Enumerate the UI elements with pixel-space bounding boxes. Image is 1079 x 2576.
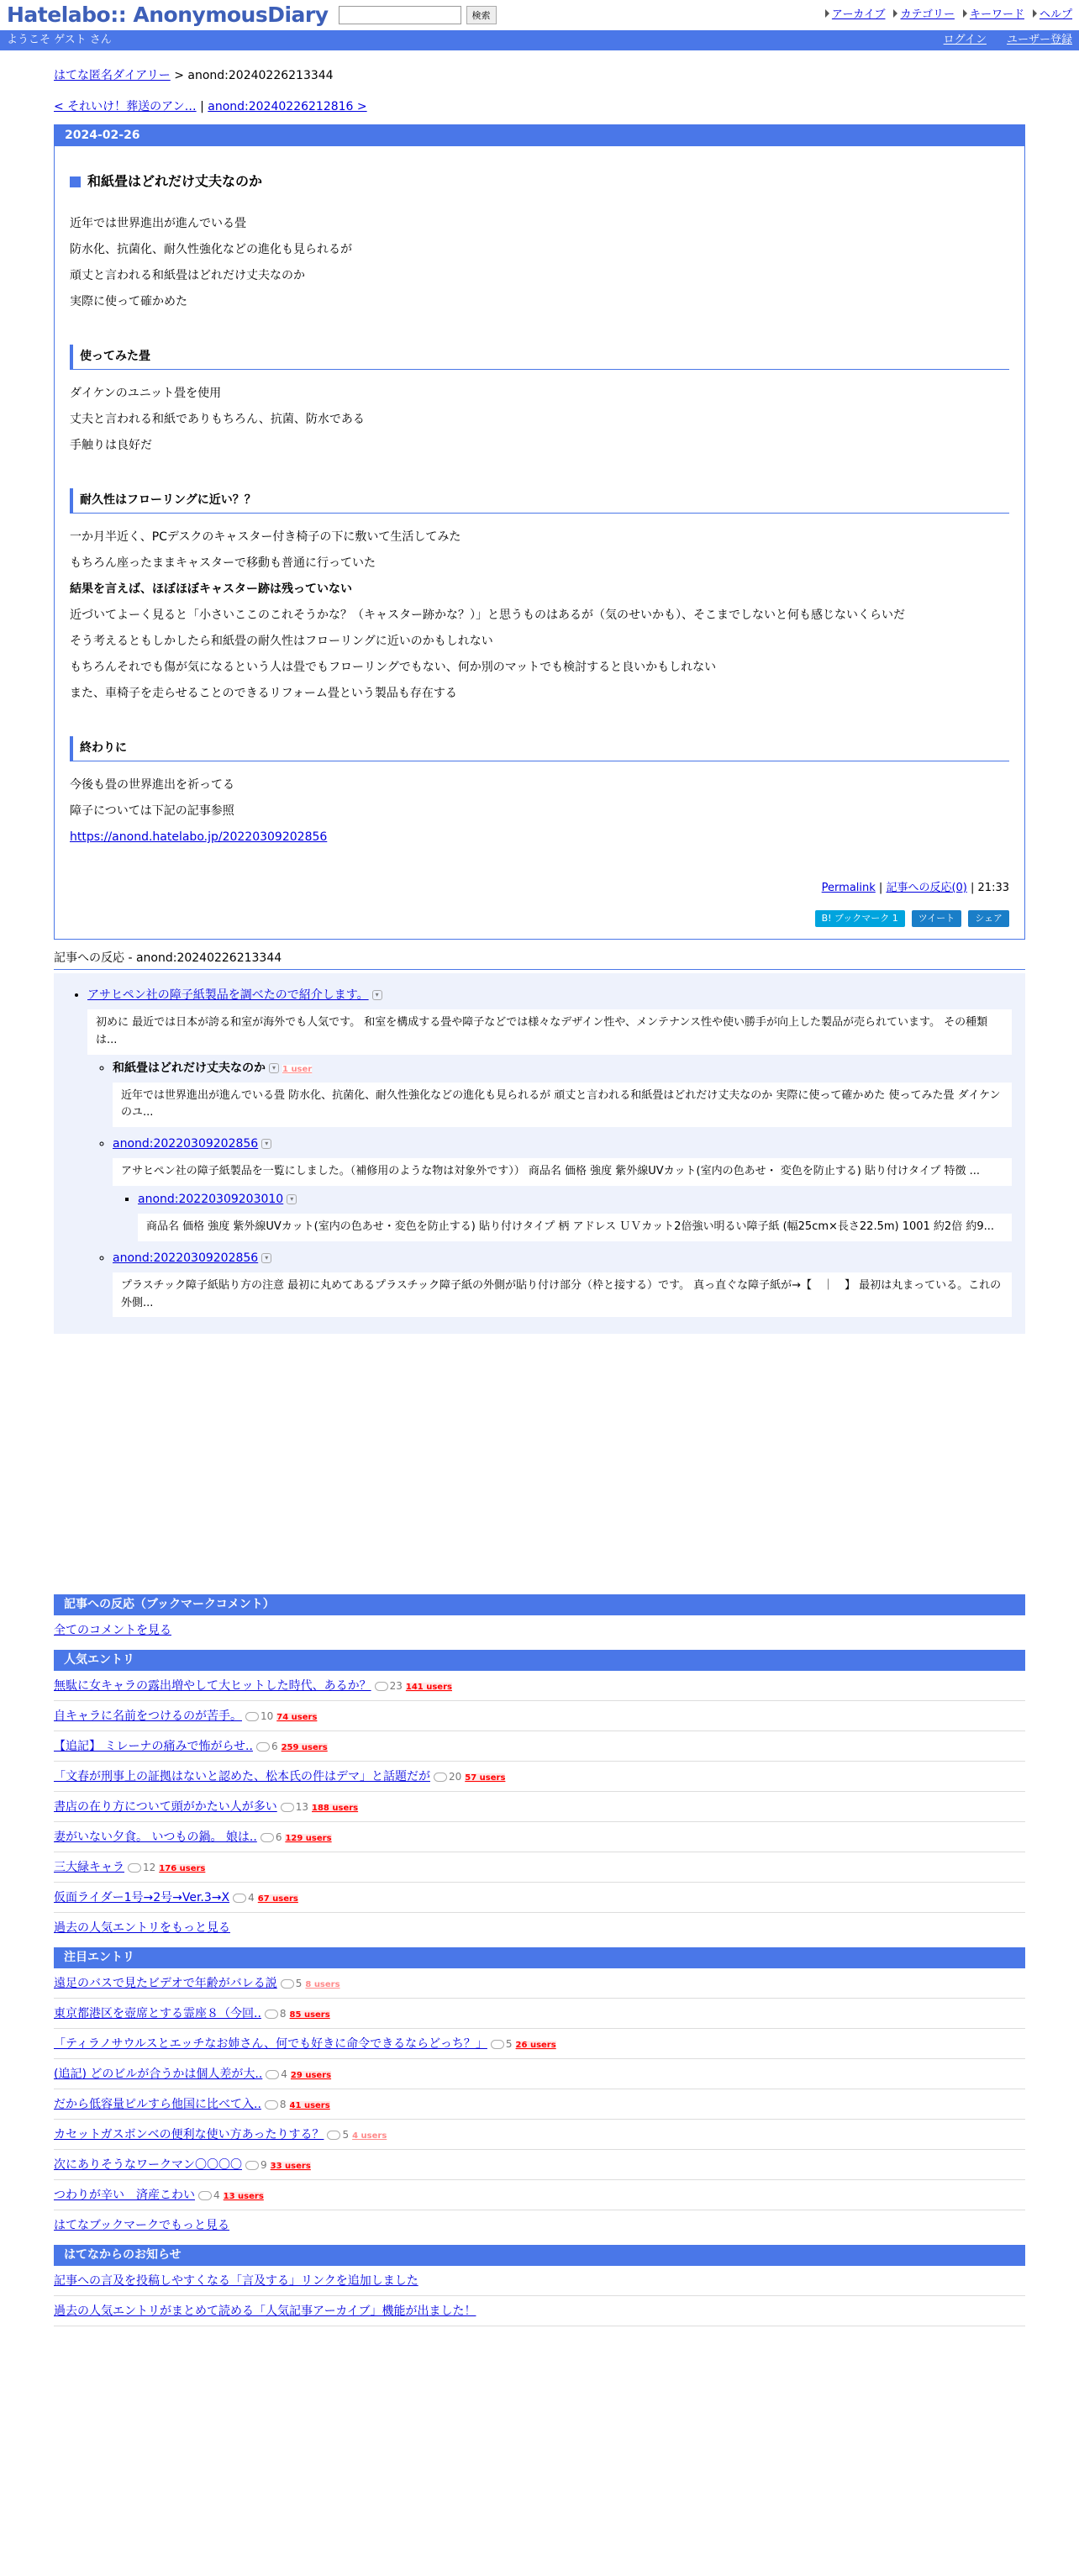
reaction-excerpt: 商品名 価格 強度 紫外線UVカット(室内の色あせ・変色を防止する) 貼り付けタイプ 柄 アドレス ＵＶカット2倍強い明るい障子紙 (幅25cm×長さ22.5m) 1001 約2倍 約9...: [138, 1214, 1012, 1241]
comment-count-value: 6: [271, 1741, 278, 1753]
list-item: [54, 1671, 1025, 1701]
breadcrumb-current: anond:20240226213344: [187, 69, 334, 82]
share-buttons: [70, 910, 1009, 928]
chevron-down-icon[interactable]: ▾: [269, 1063, 279, 1073]
list-item: [87, 987, 1012, 1317]
section-heading: 終わりに: [70, 736, 1009, 761]
comment-count[interactable]: [327, 2127, 349, 2142]
comment-count[interactable]: [375, 1678, 403, 1694]
chevron-down-icon[interactable]: ▾: [287, 1194, 297, 1204]
welcome-text: ようこそ ゲスト さん: [7, 34, 112, 47]
news-link[interactable]: 過去の人気エントリがまとめて読める「人気記事アーカイブ」機能が出ました！: [54, 2305, 476, 2319]
reaction-tree: [54, 973, 1025, 1334]
entry-link[interactable]: 東京都港区を壺席とする霊座８（今回..: [54, 2007, 261, 2021]
entry-line: 丈夫と言われる和紙でありもちろん、抗菌、防水である: [70, 413, 365, 426]
arrow-right-icon: [1033, 9, 1037, 18]
next-entry-link[interactable]: anond:20240226212816 >: [208, 100, 367, 113]
entry-link[interactable]: だから低容量ピルすら他国に比べて入..: [54, 2098, 261, 2112]
entry-title-text: 和紙畳はどれだけ丈夫なのか: [87, 173, 263, 189]
comment-icon: [256, 1742, 270, 1752]
popular-entries-bar: 人気エントリ: [54, 1650, 1025, 1671]
chevron-down-icon[interactable]: ▾: [261, 1253, 271, 1263]
users-badge[interactable]: 8 users: [305, 1980, 340, 1990]
prev-entry-link[interactable]: < それいけ！葬送のアン…: [54, 100, 197, 113]
comment-count-value: 4: [281, 2068, 287, 2081]
comment-count-value: 20: [449, 1771, 462, 1783]
users-badge[interactable]: 41 users: [289, 2101, 330, 2111]
prev-next-separator: |: [196, 100, 208, 113]
comment-icon: [233, 1894, 246, 1903]
entry-line: 頑丈と言われる和紙畳はどれだけ丈夫なのか: [70, 269, 305, 282]
bookmark-comments-bar: 記事への反応（ブックマークコメント）: [54, 1594, 1025, 1615]
comment-count-value: 5: [295, 1978, 303, 1990]
list-item: [54, 1701, 1025, 1731]
list-item: [54, 1792, 1025, 1822]
list-item: [54, 2180, 1025, 2210]
entry-link[interactable]: 妻がいない夕食。 いつもの鍋。 娘は..: [54, 1831, 257, 1845]
reaction-link[interactable]: anond:20220309202856: [113, 1251, 259, 1265]
list-item: [54, 1822, 1025, 1852]
comment-count-value: 8: [279, 2008, 287, 2020]
users-badge[interactable]: 13 users: [223, 2192, 264, 2202]
users-badge[interactable]: 1 user: [282, 1064, 313, 1074]
list-item: [54, 2120, 1025, 2150]
users-badge[interactable]: 129 users: [285, 1834, 332, 1844]
hot-entries-bar: 注目エントリ: [54, 1947, 1025, 1968]
nav-keyword[interactable]: キーワード: [969, 8, 1024, 22]
nav-archive[interactable]: アーカイブ: [831, 8, 886, 22]
comment-icon: [198, 2191, 212, 2200]
site-logo[interactable]: Hatelabo:: AnonymousDiary: [7, 3, 329, 28]
entry-line: ダイケンのユニット畳を使用: [70, 387, 222, 400]
news-item: [54, 2266, 1025, 2296]
arrow-right-icon: [963, 9, 967, 18]
comment-count[interactable]: [491, 2036, 513, 2052]
list-item: [54, 1762, 1025, 1792]
hot-entries-list: [54, 1968, 1025, 2210]
arrow-right-icon: [825, 9, 829, 18]
users-badge[interactable]: 141 users: [405, 1683, 452, 1693]
comment-icon: [491, 2040, 504, 2049]
users-badge[interactable]: 26 users: [515, 2041, 556, 2051]
entry-line: 障子については下記の記事参照: [70, 804, 234, 818]
main-content: [54, 67, 1025, 2326]
comment-icon: [281, 1979, 294, 1989]
search-input[interactable]: [339, 6, 461, 24]
register-link[interactable]: ユーザー登録: [1006, 34, 1072, 47]
comment-count-value: 13: [295, 1801, 309, 1814]
list-item: [54, 2059, 1025, 2089]
entry-line: そう考えるともしかしたら和紙畳の耐久性はフローリングに近いのかもしれない: [70, 635, 493, 648]
entry-line: 防水化、抗菌化、耐久性強化などの進化も見られるが: [70, 243, 352, 256]
list-item: [113, 1250, 1012, 1318]
list-item: [54, 2029, 1025, 2059]
comment-count-value: 12: [143, 1862, 156, 1874]
entry-link[interactable]: カセットガスボンベの便利な使い方あったりする？: [54, 2128, 324, 2142]
list-item: [54, 1883, 1025, 1913]
nav-category[interactable]: カテゴリー: [900, 8, 955, 22]
entry-footer: Permalink | 記事への反応(0) | 21:33: [821, 882, 1009, 894]
comment-count[interactable]: [265, 2097, 287, 2112]
comment-count-value: 8: [279, 2099, 287, 2111]
comment-icon: [245, 1712, 259, 1721]
comment-count[interactable]: [265, 2006, 287, 2021]
comment-icon: [265, 2100, 278, 2110]
comment-count[interactable]: [434, 1769, 461, 1784]
comment-count[interactable]: [261, 1830, 282, 1845]
entry-date: 2024-02-26: [55, 125, 1024, 146]
entry-link[interactable]: 遠足のバスで見たビデオで年齢がバレる説: [54, 1977, 277, 1991]
list-item: [54, 1999, 1025, 2029]
list-item: [54, 2089, 1025, 2120]
comment-icon: [266, 2070, 279, 2079]
list-item: [113, 1060, 1012, 1128]
chevron-down-icon[interactable]: ▾: [372, 990, 382, 1000]
login-link[interactable]: ログイン: [943, 34, 987, 47]
breadcrumb-home[interactable]: はてな匿名ダイアリー: [54, 69, 171, 82]
welcome-bar: [0, 30, 1079, 50]
reaction-excerpt: プラスチック障子紙貼り方の注意 最初に丸めてあるプラスチック障子紙の外側が貼り付け部分（枠と接する）です。 真っ直ぐな障子紙が→【 ｜ 】 最初は丸まっている。これの外側...: [113, 1272, 1012, 1318]
news-item: [54, 2296, 1025, 2326]
entry-link[interactable]: 「文春が刑事上の証拠はないと認めた、松本氏の件はデマ」と話題だが: [54, 1770, 430, 1784]
users-badge[interactable]: 4 users: [352, 2131, 387, 2141]
nav-help[interactable]: ヘルプ: [1039, 8, 1072, 22]
entry-link[interactable]: 書店の在り方について頭がかたい人が多い: [54, 1800, 277, 1815]
search-button[interactable]: 検索: [466, 6, 497, 24]
entry-line: もちろん座ったままキャスターで移動も普通に行っていた: [70, 556, 376, 570]
comment-icon: [434, 1773, 447, 1782]
comment-icon: [281, 1803, 294, 1812]
comment-count[interactable]: [245, 2157, 267, 2173]
entry: [54, 124, 1025, 940]
comment-count[interactable]: [128, 1860, 155, 1875]
entry-line: 近年では世界進出が進んでいる畳: [70, 217, 246, 230]
list-item: [113, 1135, 1012, 1241]
entry-link[interactable]: 三大緑キャラ: [54, 1861, 124, 1875]
users-badge[interactable]: 33 users: [270, 2162, 311, 2172]
reference-link[interactable]: https://anond.hatelabo.jp/20220309202856: [70, 830, 328, 844]
comment-icon: [261, 1833, 274, 1842]
arrow-right-icon: [893, 9, 897, 18]
entry-link[interactable]: 無駄に女キャラの露出増やして大ヒットした時代、あるか？: [54, 1679, 371, 1694]
section-heading: 使ってみた畳: [70, 345, 1009, 370]
users-badge[interactable]: 176 users: [159, 1864, 206, 1874]
users-badge[interactable]: 29 users: [290, 2071, 332, 2081]
comment-count-value: 5: [505, 2038, 513, 2051]
tweet-button[interactable]: ツイート: [912, 910, 961, 928]
all-comments-link[interactable]: 全てのコメントを見る: [54, 1624, 171, 1638]
comment-icon: [265, 2010, 278, 2019]
reactions-link[interactable]: 記事への反応(0): [886, 882, 967, 894]
users-badge[interactable]: 74 users: [276, 1713, 318, 1723]
comment-count-value: 4: [213, 2189, 220, 2202]
entry-line: 実際に使って確かめた: [70, 295, 187, 308]
entry-line: 結果を言えば、ほぼほぼキャスター跡は残っていない: [70, 582, 352, 596]
chevron-down-icon[interactable]: ▾: [261, 1139, 271, 1149]
top-nav: [825, 7, 1072, 24]
comment-count-value: 10: [261, 1710, 274, 1723]
comment-count-value: 9: [261, 2159, 267, 2172]
reaction-title-current: 和紙畳はどれだけ丈夫なのか: [113, 1061, 266, 1075]
entry-link[interactable]: 「ティラノサウルスとエッチなお姉さん、何でも好きに命令できるならどっち？」: [54, 2037, 487, 2052]
permalink-link[interactable]: Permalink: [821, 882, 876, 894]
comment-count[interactable]: [198, 2188, 220, 2203]
reaction-link[interactable]: アサヒペン社の障子紙製品を調べたので紹介します。: [87, 988, 369, 1002]
entry-body: [55, 146, 1024, 939]
popular-entries-list: [54, 1671, 1025, 1913]
comment-icon: [245, 2161, 259, 2170]
reaction-excerpt: 初めに 最近では日本が誇る和室が海外でも人気です。 和室を構成する畳や障子などでは様々なデザイン性や、メンテナンス性や使い勝手が向上した製品が売られています。 その種類は...: [87, 1009, 1012, 1055]
comment-count[interactable]: [281, 1799, 308, 1815]
users-badge[interactable]: 67 users: [257, 1894, 298, 1904]
reaction-link[interactable]: anond:20220309203010: [138, 1192, 284, 1206]
hot-more-link[interactable]: はてなブックマークでもっと見る: [54, 2219, 230, 2233]
comment-count-value: 4: [248, 1892, 255, 1904]
entry-line: もちろんそれでも傷が気になるという人は畳でもフローリングでもない、何か別のマットでも検討すると良いかもしれない: [70, 661, 717, 674]
section-heading: 耐久性はフローリングに近い？？: [70, 488, 1009, 514]
reactions-title: 記事への反応 - anond:20240226213344: [54, 950, 1025, 970]
users-badge[interactable]: 57 users: [465, 1773, 506, 1783]
reaction-excerpt: 近年では世界進出が進んでいる畳 防水化、抗菌化、耐久性強化などの進化も見られるが 頑丈と言われる和紙畳はどれだけ丈夫なのか 実際に使って確かめた 使ってみた畳 ダイケンのユ...: [113, 1083, 1012, 1128]
top-bar: [0, 0, 1079, 30]
entry-time: 21:33: [977, 882, 1009, 894]
comment-icon: [327, 2131, 340, 2140]
comment-icon: [128, 1863, 141, 1873]
entry-link[interactable]: 次にありそうなワークマン〇〇〇〇: [54, 2158, 242, 2173]
comment-count[interactable]: [245, 1709, 273, 1724]
entry-line: また、車椅子を走らせることのできるリフォーム畳という製品も存在する: [70, 687, 457, 700]
list-item: [54, 1731, 1025, 1762]
comment-count[interactable]: [256, 1739, 278, 1754]
comment-count-value: 6: [275, 1831, 282, 1844]
reaction-link[interactable]: anond:20220309202856: [113, 1137, 259, 1151]
prev-next-nav: [54, 98, 1025, 116]
news-bar: はてなからのお知らせ: [54, 2245, 1025, 2266]
entry-line: 手触りは良好だ: [70, 439, 152, 452]
list-item: [54, 1968, 1025, 1999]
entry-link[interactable]: 仮面ライダー1号→2号→Ver.3→X: [54, 1891, 230, 1905]
users-badge[interactable]: 85 users: [289, 2010, 330, 2020]
list-item: [54, 2150, 1025, 2180]
entry-link[interactable]: (追記) どのビルが合うかは個人差が大..: [54, 2068, 263, 2082]
news-link[interactable]: 記事への言及を投稿しやすくなる「言及する」リンクを追加しました: [54, 2274, 418, 2289]
entry-link[interactable]: つわりが辛い 済産こわい: [54, 2189, 195, 2203]
list-item: [54, 1852, 1025, 1883]
list-item: [138, 1191, 1012, 1241]
comment-count[interactable]: [281, 1976, 303, 1991]
comment-icon: [375, 1682, 388, 1691]
breadcrumb-separator: >: [170, 69, 188, 82]
bookmark-button[interactable]: B! ブックマーク 1: [815, 910, 905, 928]
facebook-share-button[interactable]: シェア: [968, 910, 1009, 928]
comment-count[interactable]: [233, 1890, 255, 1905]
entry-title: [70, 171, 1009, 192]
reaction-excerpt: アサヒペン社の障子紙製品を一覧にしました。（補修用のような物は対象外です）） 商品名 価格 強度 紫外線UVカット(室内の色あせ・ 変色を防止する) 貼り付けタイプ 特徴 ...: [113, 1158, 1012, 1186]
comment-count[interactable]: [266, 2067, 287, 2082]
popular-more-link[interactable]: 過去の人気エントリをもっと見る: [54, 1921, 230, 1936]
entry-link[interactable]: 自キャラに名前をつけるのが苦手。: [54, 1709, 242, 1724]
entry-line: 一か月半近く、PCデスクのキャスター付き椅子の下に敷いて生活してみた: [70, 530, 461, 544]
entry-link[interactable]: 【追記】 ミレーナの痛みで怖がらせ..: [54, 1740, 253, 1754]
comment-count-value: 23: [389, 1680, 403, 1693]
comment-count-value: 5: [342, 2129, 350, 2141]
square-icon: [70, 176, 81, 187]
users-badge[interactable]: 259 users: [281, 1743, 328, 1753]
entry-line: 近づいてよーく見ると「小さいここのこれそうかな？（キャスター跡かな？）」と思うものはあるが（気のせいかも）、そこまでしないと何も感じないくらいだ: [70, 608, 905, 622]
users-badge[interactable]: 188 users: [312, 1804, 359, 1814]
entry-line: 今後も畳の世界進出を祈ってる: [70, 778, 234, 792]
breadcrumb: [54, 67, 1025, 85]
